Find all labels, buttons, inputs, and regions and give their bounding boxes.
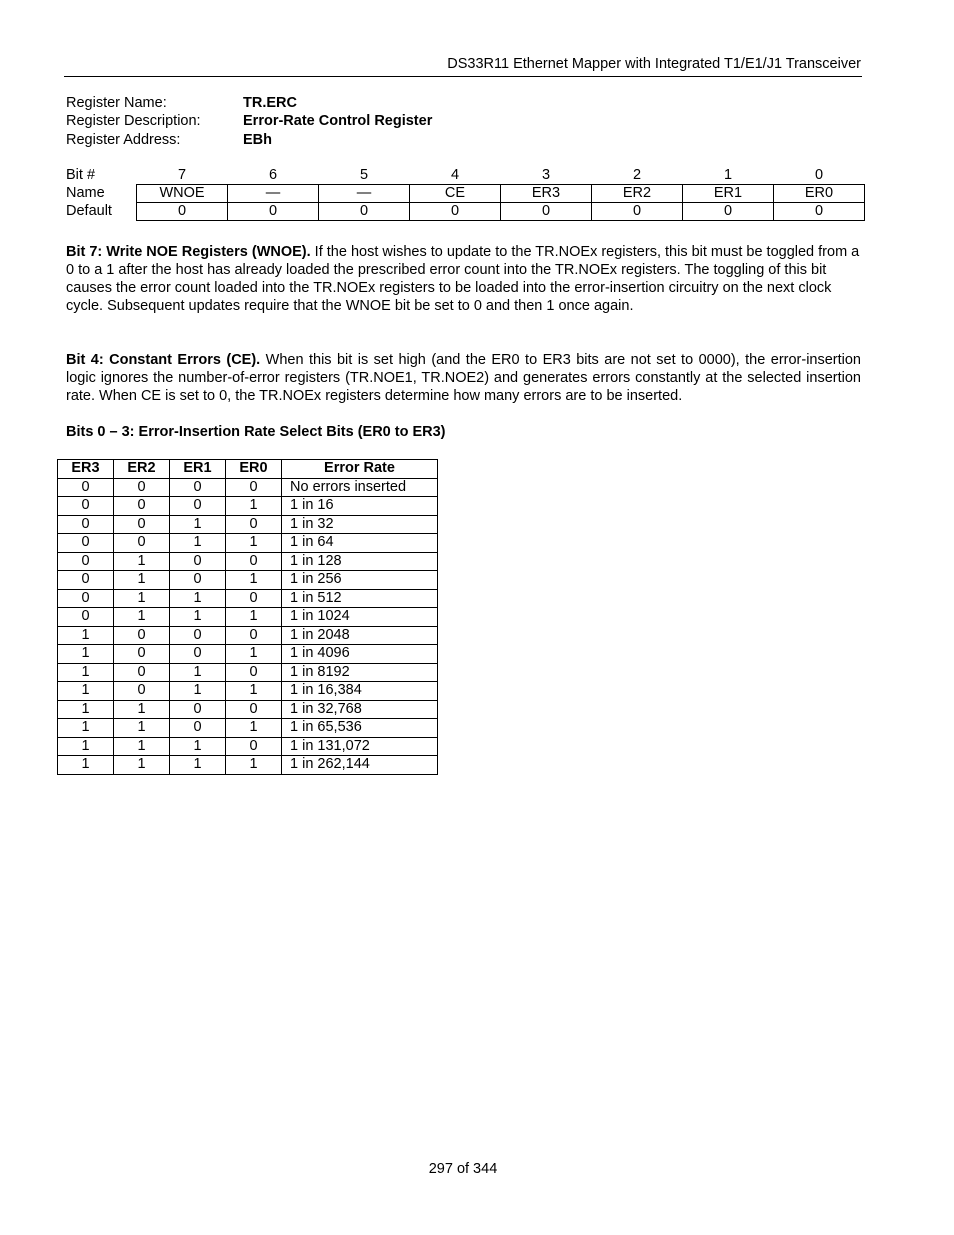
bits03-heading: Bits 0 – 3: Error-Insertion Rate Select Bits (ER0 to ER3): [66, 424, 446, 440]
bit-value-cell: 0: [114, 478, 170, 497]
bit-value-cell: 1: [226, 682, 282, 701]
error-rate-cell: 1 in 32,768: [282, 700, 438, 719]
column-header: ER2: [114, 460, 170, 479]
bit-name-cell: —: [228, 185, 319, 203]
bit-number-cell: 1: [723, 167, 733, 183]
table-row: [58, 645, 438, 664]
register-info: [66, 94, 432, 149]
bit-value-cell: 0: [226, 626, 282, 645]
bit7-text: If the host wishes to update to the TR.NOEx registers, this bit must be toggled from a 0 to a 1 after the host has already loaded the prescribed error count into the TR.NOEx registers. The toggling of this bit causes the error count loaded into the TR.NOEx registers to be loaded into the error-insertion circuitry on the next clock cycle. Subsequent updates require that the WNOE bit be set to 0 and then 1 once again.: [66, 244, 860, 314]
bit-number-cell: 4: [450, 167, 460, 183]
register-description-value: Error-Rate Control Register: [243, 113, 433, 130]
bit-number-cell: 7: [177, 167, 187, 183]
bit-number-cell: 5: [359, 167, 369, 183]
bit-name-label: Name: [66, 185, 105, 201]
column-header: ER0: [226, 460, 282, 479]
bit4-title: Bit 4: Constant Errors (CE).: [66, 352, 261, 368]
bit-value-cell: 1: [114, 571, 170, 590]
bit-value-cell: 1: [58, 756, 114, 775]
bit-name-row: [64, 185, 865, 203]
bit-value-cell: 1: [114, 719, 170, 738]
bit-value-cell: 0: [170, 497, 226, 516]
table-row: [58, 515, 438, 534]
bit-default-label: Default: [66, 203, 112, 219]
bit-value-cell: 0: [170, 645, 226, 664]
error-rate-cell: 1 in 131,072: [282, 737, 438, 756]
table-row: [58, 589, 438, 608]
bit-value-cell: 0: [226, 478, 282, 497]
register-address-label: Register Address:: [66, 131, 181, 148]
bit-value-cell: 1: [226, 497, 282, 516]
table-row: [58, 497, 438, 516]
table-row: [58, 534, 438, 553]
bit-default-cell: 0: [501, 203, 592, 221]
bit-name-cell: ER0: [774, 185, 865, 203]
error-rate-cell: No errors inserted: [282, 478, 438, 497]
register-description-label: Register Description:: [66, 113, 201, 130]
table-row: [58, 478, 438, 497]
page-number: 297 of 344: [428, 1161, 498, 1177]
table-row: [58, 700, 438, 719]
bit-value-cell: 0: [170, 700, 226, 719]
bit-value-cell: 0: [58, 478, 114, 497]
bit-value-cell: 0: [58, 515, 114, 534]
bit-value-cell: 1: [58, 700, 114, 719]
error-rate-cell: 1 in 65,536: [282, 719, 438, 738]
bit-name-cell: WNOE: [137, 185, 228, 203]
error-rate-table: [57, 459, 438, 775]
bit-value-cell: 0: [114, 663, 170, 682]
bit-default-cell: 0: [319, 203, 410, 221]
bit-value-cell: 1: [58, 645, 114, 664]
bit-default-cell: 0: [592, 203, 683, 221]
bit-value-cell: 0: [114, 626, 170, 645]
bit-value-cell: 1: [226, 534, 282, 553]
error-rate-cell: 1 in 8192: [282, 663, 438, 682]
column-header: ER1: [170, 460, 226, 479]
bit-value-cell: 0: [58, 608, 114, 627]
error-rate-cell: 1 in 16: [282, 497, 438, 516]
bit-default-cell: 0: [137, 203, 228, 221]
register-name-label: Register Name:: [66, 95, 167, 111]
error-rate-cell: 1 in 1024: [282, 608, 438, 627]
column-header: Error Rate: [282, 460, 438, 479]
bit-number-cell: 3: [541, 167, 551, 183]
bit-value-cell: 0: [170, 571, 226, 590]
bit-number-cell: 6: [268, 167, 278, 183]
bit-default-cell: 0: [410, 203, 501, 221]
bit7-description: [66, 243, 861, 315]
bit-name-cell: CE: [410, 185, 501, 203]
error-rate-cell: 1 in 128: [282, 552, 438, 571]
bit-value-cell: 1: [58, 663, 114, 682]
error-rate-cell: 1 in 512: [282, 589, 438, 608]
bit-value-cell: 0: [226, 552, 282, 571]
bit4-description: [66, 351, 861, 405]
table-row: [58, 552, 438, 571]
bit-value-cell: 1: [170, 737, 226, 756]
bit4-text: When this bit is set high (and the ER0 to ER3 bits are not set to 0000), the error-insertion logic ignores the number-of-error registers (TR.NOE1, TR.NOE2) and generates errors constantly at the selected insertion rate. When CE is set to 0, the TR.NOEx registers determine how many errors are to be inserted.: [66, 352, 862, 404]
table-row: [58, 571, 438, 590]
column-header: ER3: [58, 460, 114, 479]
bit-value-cell: 1: [114, 737, 170, 756]
bit-value-cell: 0: [170, 626, 226, 645]
table-row: [58, 626, 438, 645]
bit-value-cell: 1: [226, 645, 282, 664]
error-rate-cell: 1 in 256: [282, 571, 438, 590]
bit-value-cell: 0: [114, 534, 170, 553]
table-row: [58, 737, 438, 756]
table-row: [58, 756, 438, 775]
error-rate-cell: 1 in 262,144: [282, 756, 438, 775]
bit-value-cell: 1: [170, 682, 226, 701]
error-rate-cell: 1 in 16,384: [282, 682, 438, 701]
bit-value-cell: 0: [58, 571, 114, 590]
bit-value-cell: 0: [114, 515, 170, 534]
document-header-title: DS33R11 Ethernet Mapper with Integrated T1/E1/J1 Transceiver: [447, 56, 861, 72]
table-row: [58, 682, 438, 701]
bit-value-cell: 1: [226, 756, 282, 775]
bit-value-cell: 1: [114, 589, 170, 608]
bit-number-cell: 2: [632, 167, 642, 183]
table-row: [58, 663, 438, 682]
register-bit-table: [64, 167, 865, 221]
bit-default-cell: 0: [683, 203, 774, 221]
bit-value-cell: 1: [170, 515, 226, 534]
bit-number-label: Bit #: [66, 167, 96, 184]
bit-value-cell: 1: [170, 608, 226, 627]
bit-value-cell: 1: [114, 756, 170, 775]
bit-value-cell: 1: [114, 700, 170, 719]
bit-default-row: [64, 203, 865, 221]
bit-value-cell: 0: [58, 552, 114, 571]
bit-value-cell: 0: [226, 737, 282, 756]
bit-default-cell: 0: [774, 203, 865, 221]
bit-value-cell: 1: [170, 589, 226, 608]
bit-value-cell: 0: [170, 552, 226, 571]
error-rate-cell: 1 in 2048: [282, 626, 438, 645]
bit-name-cell: ER1: [683, 185, 774, 203]
bit-value-cell: 1: [114, 608, 170, 627]
header-divider: [64, 76, 862, 77]
bit-value-cell: 1: [226, 719, 282, 738]
table-row: [58, 719, 438, 738]
bit7-title: Bit 7: Write NOE Registers (WNOE).: [66, 244, 311, 260]
bit-value-cell: 1: [58, 719, 114, 738]
bit-value-cell: 0: [226, 700, 282, 719]
bit-value-cell: 1: [58, 626, 114, 645]
bit-value-cell: 0: [58, 589, 114, 608]
bit-value-cell: 1: [226, 571, 282, 590]
bit-value-cell: 1: [58, 737, 114, 756]
bit-value-cell: 0: [58, 497, 114, 516]
bit-value-cell: 0: [170, 478, 226, 497]
register-name-value: TR.ERC: [243, 95, 297, 111]
register-description-row: [66, 112, 432, 130]
bit-number-cell: 0: [814, 167, 824, 183]
bit-value-cell: 0: [114, 497, 170, 516]
error-rate-cell: 1 in 64: [282, 534, 438, 553]
bit-value-cell: 1: [170, 534, 226, 553]
bit-number-row: [64, 167, 865, 185]
bit-value-cell: 0: [226, 515, 282, 534]
bit-value-cell: 1: [170, 663, 226, 682]
bit-name-cell: ER3: [501, 185, 592, 203]
bit-value-cell: 1: [58, 682, 114, 701]
bit-value-cell: 0: [170, 719, 226, 738]
bit-value-cell: 0: [114, 682, 170, 701]
bit-value-cell: 0: [114, 645, 170, 664]
table-header-row: [58, 460, 438, 479]
error-rate-cell: 1 in 4096: [282, 645, 438, 664]
table-row: [58, 608, 438, 627]
bit-value-cell: 1: [170, 756, 226, 775]
error-rate-cell: 1 in 32: [282, 515, 438, 534]
bit-value-cell: 1: [114, 552, 170, 571]
bit-default-cell: 0: [228, 203, 319, 221]
bit-value-cell: 0: [226, 589, 282, 608]
error-rate-table-body: [58, 478, 438, 774]
bit-name-cell: —: [319, 185, 410, 203]
bit-value-cell: 0: [226, 663, 282, 682]
register-address-value: EBh: [243, 131, 272, 148]
register-name-row: [66, 94, 432, 112]
bit-name-cell: ER2: [592, 185, 683, 203]
bit-value-cell: 0: [58, 534, 114, 553]
register-address-row: [66, 131, 432, 149]
bit-value-cell: 1: [226, 608, 282, 627]
